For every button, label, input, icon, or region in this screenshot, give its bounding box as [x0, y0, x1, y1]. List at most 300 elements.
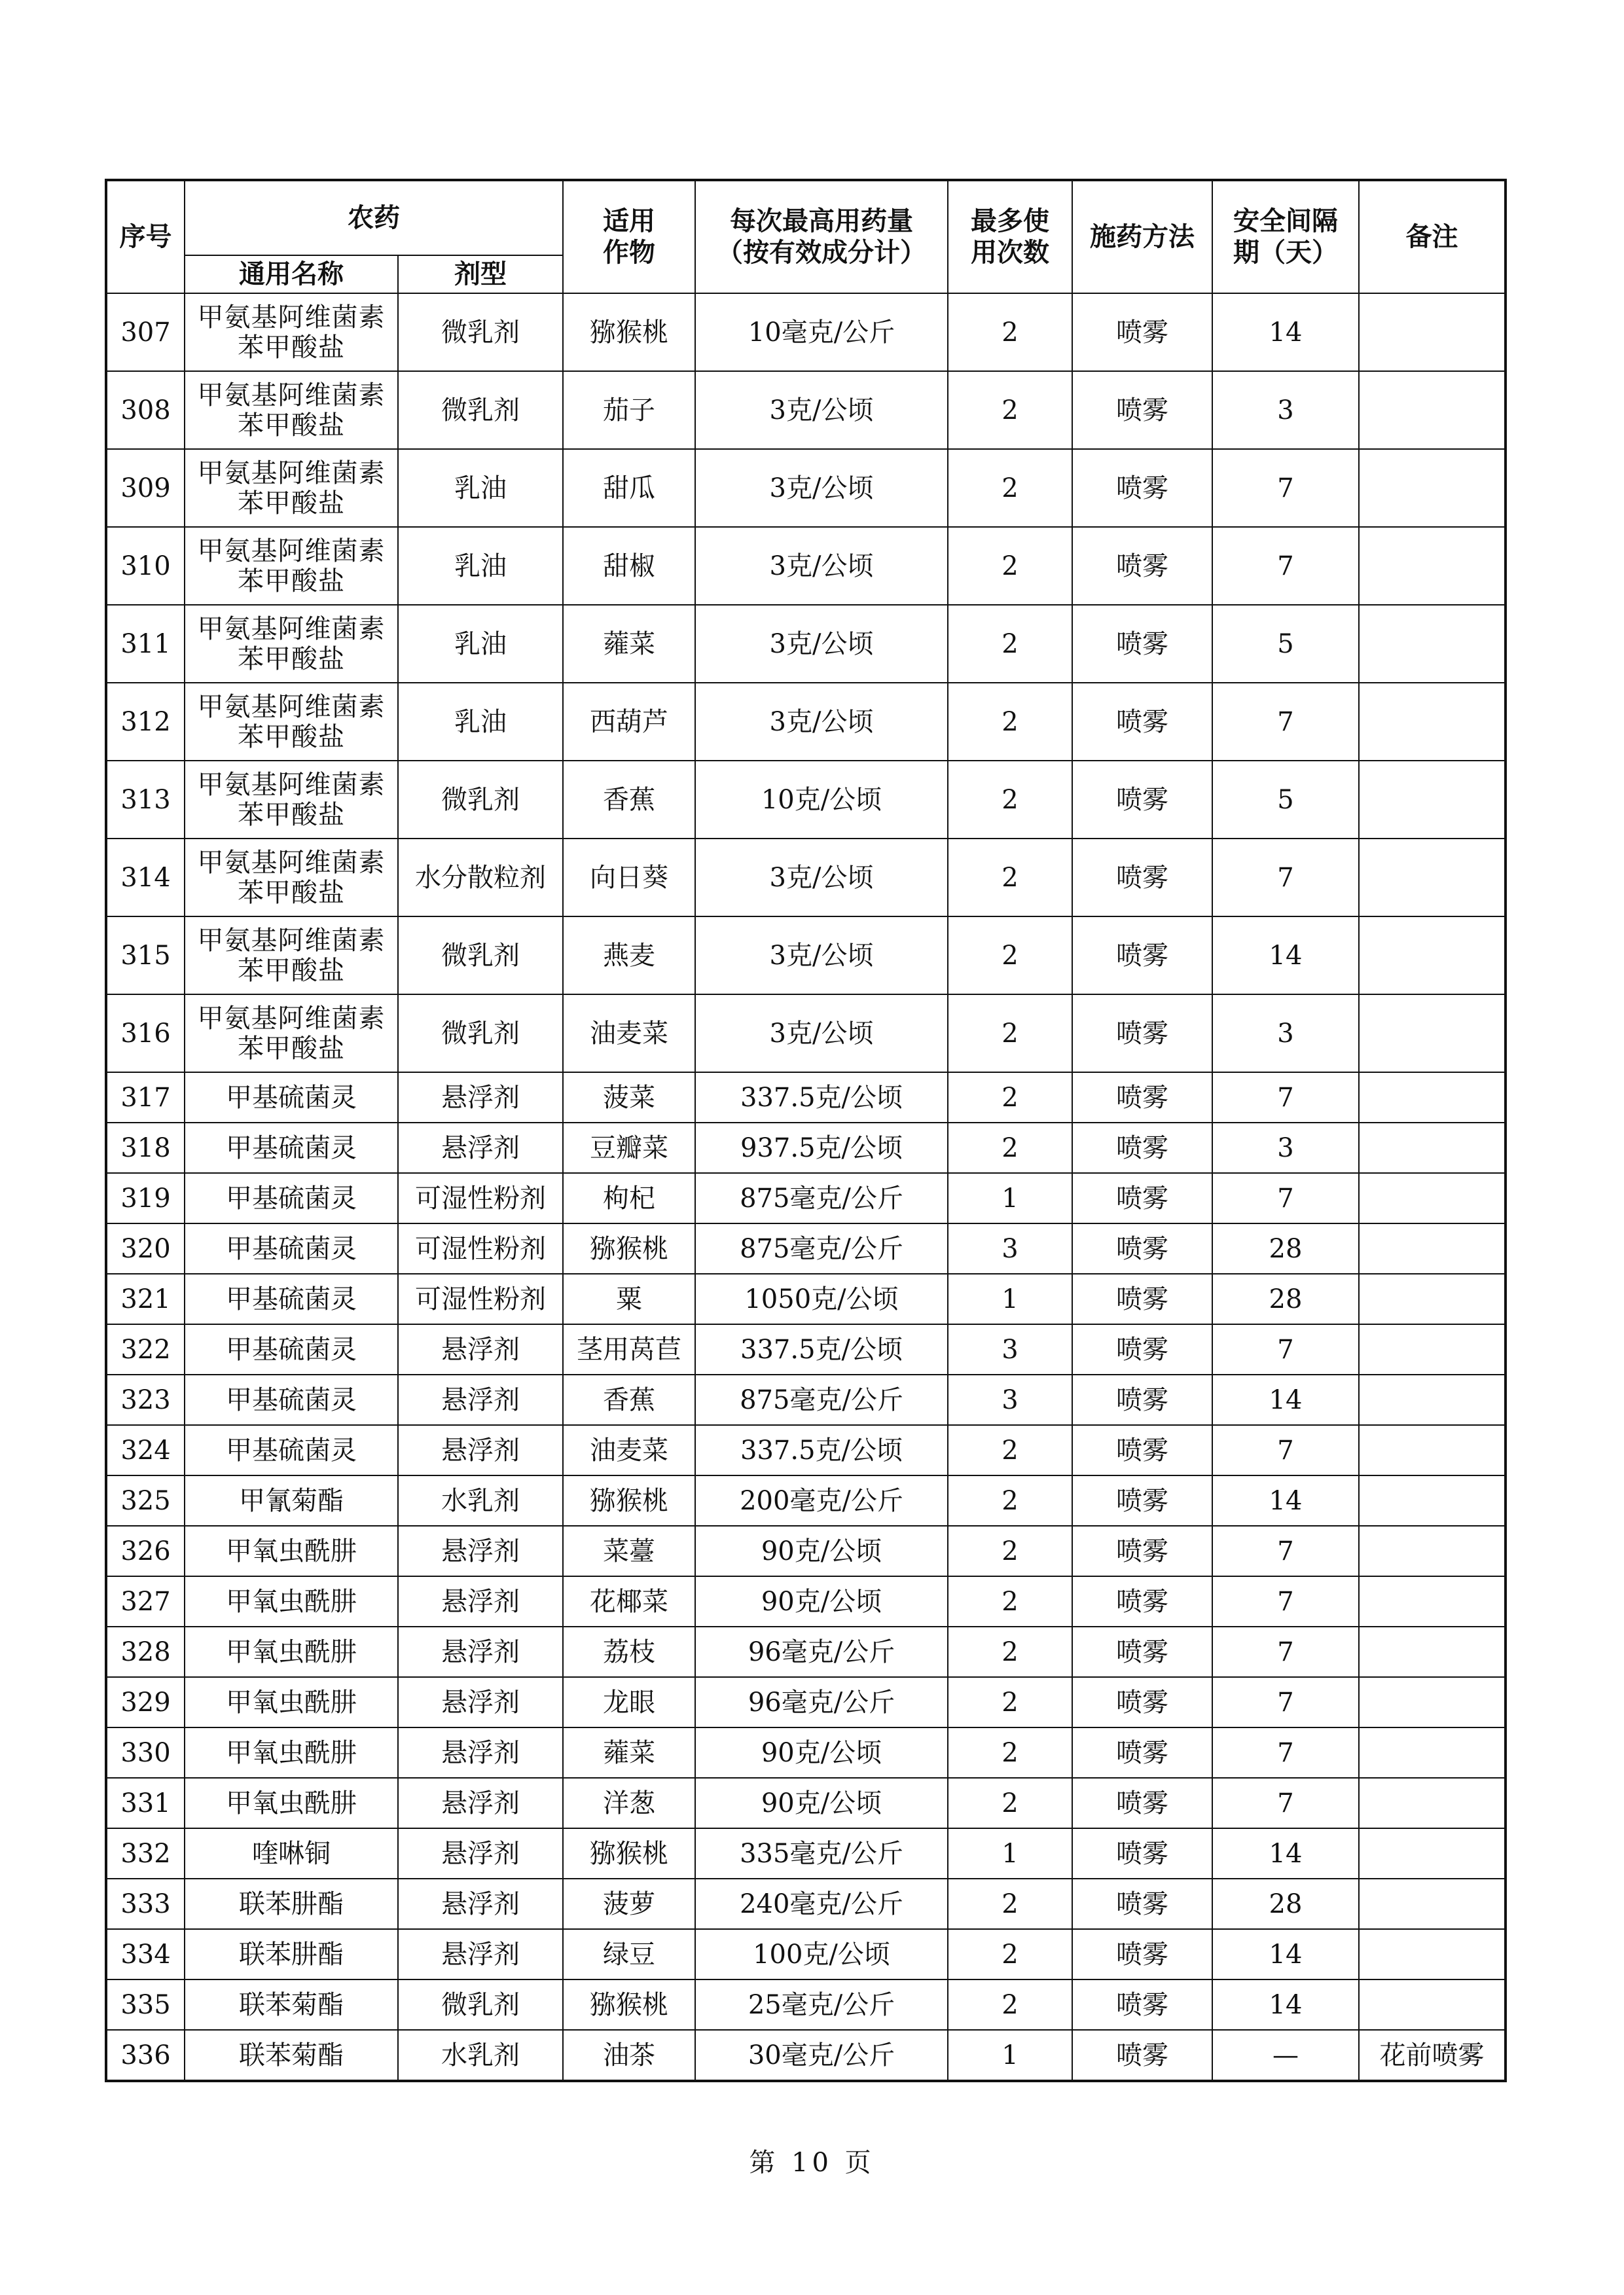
cell-crop: 绿豆	[563, 1929, 695, 1979]
cell-method: 喷雾	[1072, 371, 1212, 449]
cell-seq: 333	[106, 1879, 185, 1929]
cell-dosage: 3克/公顷	[695, 371, 948, 449]
cell-remark: 花前喷雾	[1359, 2030, 1506, 2081]
cell-dosage: 335毫克/公斤	[695, 1828, 948, 1879]
cell-seq: 319	[106, 1173, 185, 1223]
cell-remark	[1359, 1123, 1506, 1173]
cell-formulation: 微乳剂	[398, 371, 563, 449]
table-row	[106, 1475, 1506, 1526]
cell-max-times: 3	[948, 1375, 1072, 1425]
cell-dosage: 240毫克/公斤	[695, 1879, 948, 1929]
cell-method: 喷雾	[1072, 605, 1212, 683]
cell-interval: 7	[1212, 1425, 1359, 1475]
cell-formulation: 微乳剂	[398, 994, 563, 1072]
cell-formulation: 悬浮剂	[398, 1123, 563, 1173]
cell-dosage: 25毫克/公斤	[695, 1979, 948, 2030]
cell-max-times: 2	[948, 371, 1072, 449]
cell-common-name: 甲氨基阿维菌素 苯甲酸盐	[185, 994, 398, 1072]
cell-formulation: 微乳剂	[398, 761, 563, 839]
cell-method: 喷雾	[1072, 1324, 1212, 1375]
table-row	[106, 994, 1506, 1072]
cell-seq: 322	[106, 1324, 185, 1375]
cell-method: 喷雾	[1072, 839, 1212, 916]
cell-method: 喷雾	[1072, 1475, 1212, 1526]
table-row	[106, 1828, 1506, 1879]
cell-interval: 14	[1212, 1828, 1359, 1879]
cell-dosage: 3克/公顷	[695, 916, 948, 994]
header-max-times: 最多使 用次数	[948, 180, 1072, 293]
cell-dosage: 3克/公顷	[695, 527, 948, 605]
cell-formulation: 可湿性粉剂	[398, 1223, 563, 1274]
cell-max-times: 2	[948, 916, 1072, 994]
cell-max-times: 3	[948, 1223, 1072, 1274]
cell-seq: 334	[106, 1929, 185, 1979]
cell-crop: 香蕉	[563, 761, 695, 839]
cell-remark	[1359, 1828, 1506, 1879]
header-dosage: 每次最高用药量 （按有效成分计）	[695, 180, 948, 293]
cell-dosage: 3克/公顷	[695, 449, 948, 527]
cell-dosage: 337.5克/公顷	[695, 1425, 948, 1475]
cell-max-times: 2	[948, 1123, 1072, 1173]
header-interval: 安全间隔 期（天）	[1212, 180, 1359, 293]
cell-seq: 318	[106, 1123, 185, 1173]
cell-crop: 龙眼	[563, 1677, 695, 1727]
header-formulation: 剂型	[398, 255, 563, 293]
cell-crop: 猕猴桃	[563, 1475, 695, 1526]
table-row	[106, 2030, 1506, 2081]
cell-common-name: 甲氰菊酯	[185, 1475, 398, 1526]
cell-seq: 312	[106, 683, 185, 761]
cell-common-name: 联苯肼酯	[185, 1929, 398, 1979]
cell-common-name: 甲基硫菌灵	[185, 1123, 398, 1173]
cell-method: 喷雾	[1072, 1879, 1212, 1929]
cell-common-name: 甲基硫菌灵	[185, 1173, 398, 1223]
cell-method: 喷雾	[1072, 1576, 1212, 1627]
cell-seq: 316	[106, 994, 185, 1072]
cell-remark	[1359, 1627, 1506, 1677]
cell-interval: 5	[1212, 761, 1359, 839]
cell-crop: 油麦菜	[563, 1425, 695, 1475]
cell-formulation: 悬浮剂	[398, 1727, 563, 1778]
cell-method: 喷雾	[1072, 1828, 1212, 1879]
table-row	[106, 1879, 1506, 1929]
cell-interval: 14	[1212, 293, 1359, 371]
cell-common-name: 甲基硫菌灵	[185, 1274, 398, 1324]
cell-interval: 7	[1212, 527, 1359, 605]
cell-formulation: 悬浮剂	[398, 1072, 563, 1123]
cell-interval: 14	[1212, 1475, 1359, 1526]
cell-crop: 猕猴桃	[563, 1979, 695, 2030]
cell-interval: 3	[1212, 371, 1359, 449]
cell-remark	[1359, 293, 1506, 371]
cell-dosage: 90克/公顷	[695, 1576, 948, 1627]
cell-common-name: 甲氧虫酰肼	[185, 1778, 398, 1828]
table-row	[106, 761, 1506, 839]
table-row	[106, 1223, 1506, 1274]
cell-max-times: 2	[948, 683, 1072, 761]
cell-common-name: 甲基硫菌灵	[185, 1223, 398, 1274]
cell-method: 喷雾	[1072, 293, 1212, 371]
cell-formulation: 可湿性粉剂	[398, 1274, 563, 1324]
cell-dosage: 3克/公顷	[695, 605, 948, 683]
cell-interval: 3	[1212, 994, 1359, 1072]
cell-remark	[1359, 371, 1506, 449]
cell-remark	[1359, 1324, 1506, 1375]
cell-max-times: 2	[948, 1979, 1072, 2030]
cell-remark	[1359, 1727, 1506, 1778]
cell-dosage: 10克/公顷	[695, 761, 948, 839]
cell-dosage: 337.5克/公顷	[695, 1324, 948, 1375]
cell-interval: 14	[1212, 1375, 1359, 1425]
cell-remark	[1359, 1425, 1506, 1475]
cell-common-name: 联苯菊酯	[185, 2030, 398, 2081]
table-row	[106, 1425, 1506, 1475]
cell-interval: 7	[1212, 1677, 1359, 1727]
cell-formulation: 悬浮剂	[398, 1375, 563, 1425]
cell-common-name: 甲氨基阿维菌素 苯甲酸盐	[185, 293, 398, 371]
cell-method: 喷雾	[1072, 1727, 1212, 1778]
cell-interval: 5	[1212, 605, 1359, 683]
cell-remark	[1359, 1778, 1506, 1828]
cell-crop: 香蕉	[563, 1375, 695, 1425]
cell-remark	[1359, 1223, 1506, 1274]
cell-crop: 向日葵	[563, 839, 695, 916]
cell-remark	[1359, 683, 1506, 761]
cell-dosage: 875毫克/公斤	[695, 1173, 948, 1223]
cell-interval: 14	[1212, 1929, 1359, 1979]
cell-method: 喷雾	[1072, 1979, 1212, 2030]
cell-crop: 西葫芦	[563, 683, 695, 761]
cell-max-times: 2	[948, 839, 1072, 916]
cell-remark	[1359, 1879, 1506, 1929]
cell-dosage: 100克/公顷	[695, 1929, 948, 1979]
cell-common-name: 甲氨基阿维菌素 苯甲酸盐	[185, 761, 398, 839]
cell-seq: 326	[106, 1526, 185, 1576]
cell-seq: 307	[106, 293, 185, 371]
cell-dosage: 1050克/公顷	[695, 1274, 948, 1324]
cell-interval: 7	[1212, 449, 1359, 527]
cell-max-times: 1	[948, 2030, 1072, 2081]
header-common-name: 通用名称	[185, 255, 398, 293]
cell-crop: 甜椒	[563, 527, 695, 605]
cell-common-name: 甲氧虫酰肼	[185, 1627, 398, 1677]
cell-max-times: 2	[948, 994, 1072, 1072]
cell-max-times: 2	[948, 1677, 1072, 1727]
table-row	[106, 605, 1506, 683]
cell-formulation: 可湿性粉剂	[398, 1173, 563, 1223]
cell-interval: 28	[1212, 1879, 1359, 1929]
cell-formulation: 水乳剂	[398, 2030, 563, 2081]
cell-method: 喷雾	[1072, 761, 1212, 839]
cell-dosage: 90克/公顷	[695, 1727, 948, 1778]
cell-seq: 315	[106, 916, 185, 994]
cell-method: 喷雾	[1072, 1123, 1212, 1173]
cell-method: 喷雾	[1072, 1173, 1212, 1223]
cell-seq: 308	[106, 371, 185, 449]
cell-interval: 7	[1212, 1778, 1359, 1828]
cell-dosage: 875毫克/公斤	[695, 1223, 948, 1274]
cell-crop: 猕猴桃	[563, 293, 695, 371]
cell-dosage: 90克/公顷	[695, 1526, 948, 1576]
cell-crop: 猕猴桃	[563, 1828, 695, 1879]
cell-common-name: 甲氧虫酰肼	[185, 1576, 398, 1627]
cell-interval: 14	[1212, 916, 1359, 994]
table-row	[106, 916, 1506, 994]
cell-max-times: 2	[948, 1576, 1072, 1627]
cell-remark	[1359, 1677, 1506, 1727]
cell-common-name: 甲氨基阿维菌素 苯甲酸盐	[185, 371, 398, 449]
cell-formulation: 悬浮剂	[398, 1425, 563, 1475]
cell-remark	[1359, 1576, 1506, 1627]
cell-crop: 花椰菜	[563, 1576, 695, 1627]
cell-interval: —	[1212, 2030, 1359, 2081]
cell-dosage: 30毫克/公斤	[695, 2030, 948, 2081]
cell-crop: 菜薹	[563, 1526, 695, 1576]
cell-dosage: 10毫克/公斤	[695, 293, 948, 371]
cell-max-times: 3	[948, 1324, 1072, 1375]
cell-seq: 311	[106, 605, 185, 683]
cell-common-name: 甲氧虫酰肼	[185, 1727, 398, 1778]
cell-seq: 314	[106, 839, 185, 916]
cell-seq: 310	[106, 527, 185, 605]
table-row	[106, 1324, 1506, 1375]
cell-seq: 336	[106, 2030, 185, 2081]
cell-max-times: 2	[948, 1475, 1072, 1526]
pesticide-table	[105, 179, 1507, 2082]
cell-seq: 313	[106, 761, 185, 839]
cell-interval: 7	[1212, 1576, 1359, 1627]
cell-formulation: 悬浮剂	[398, 1778, 563, 1828]
cell-remark	[1359, 527, 1506, 605]
table-row	[106, 1778, 1506, 1828]
cell-method: 喷雾	[1072, 683, 1212, 761]
cell-max-times: 2	[948, 1072, 1072, 1123]
cell-seq: 335	[106, 1979, 185, 2030]
header-crop: 适用 作物	[563, 180, 695, 293]
cell-seq: 328	[106, 1627, 185, 1677]
cell-method: 喷雾	[1072, 1677, 1212, 1727]
cell-seq: 323	[106, 1375, 185, 1425]
cell-dosage: 3克/公顷	[695, 683, 948, 761]
cell-max-times: 2	[948, 449, 1072, 527]
cell-seq: 327	[106, 1576, 185, 1627]
table-row	[106, 371, 1506, 449]
cell-formulation: 悬浮剂	[398, 1526, 563, 1576]
cell-common-name: 甲氨基阿维菌素 苯甲酸盐	[185, 683, 398, 761]
cell-crop: 猕猴桃	[563, 1223, 695, 1274]
page-number: 第 10 页	[749, 2148, 875, 2178]
cell-crop: 茎用莴苣	[563, 1324, 695, 1375]
cell-method: 喷雾	[1072, 1627, 1212, 1677]
cell-dosage: 96毫克/公斤	[695, 1677, 948, 1727]
table-row	[106, 1627, 1506, 1677]
cell-formulation: 微乳剂	[398, 1979, 563, 2030]
cell-interval: 7	[1212, 1173, 1359, 1223]
cell-formulation: 微乳剂	[398, 916, 563, 994]
cell-seq: 329	[106, 1677, 185, 1727]
cell-crop: 油麦菜	[563, 994, 695, 1072]
cell-common-name: 甲氨基阿维菌素 苯甲酸盐	[185, 839, 398, 916]
cell-remark	[1359, 994, 1506, 1072]
cell-max-times: 2	[948, 1526, 1072, 1576]
cell-interval: 7	[1212, 839, 1359, 916]
table-row	[106, 683, 1506, 761]
cell-remark	[1359, 1475, 1506, 1526]
cell-seq: 321	[106, 1274, 185, 1324]
cell-method: 喷雾	[1072, 1425, 1212, 1475]
cell-crop: 蕹菜	[563, 1727, 695, 1778]
cell-common-name: 甲氨基阿维菌素 苯甲酸盐	[185, 605, 398, 683]
cell-method: 喷雾	[1072, 1778, 1212, 1828]
cell-formulation: 乳油	[398, 527, 563, 605]
cell-interval: 28	[1212, 1223, 1359, 1274]
cell-formulation: 悬浮剂	[398, 1576, 563, 1627]
cell-crop: 豆瓣菜	[563, 1123, 695, 1173]
cell-method: 喷雾	[1072, 916, 1212, 994]
cell-interval: 7	[1212, 683, 1359, 761]
cell-formulation: 乳油	[398, 605, 563, 683]
table-row	[106, 839, 1506, 916]
cell-common-name: 喹啉铜	[185, 1828, 398, 1879]
table-row	[106, 1979, 1506, 2030]
cell-common-name: 甲基硫菌灵	[185, 1375, 398, 1425]
cell-crop: 茄子	[563, 371, 695, 449]
cell-interval: 7	[1212, 1526, 1359, 1576]
table-row	[106, 1929, 1506, 1979]
table-row	[106, 1274, 1506, 1324]
cell-max-times: 1	[948, 1274, 1072, 1324]
cell-method: 喷雾	[1072, 1375, 1212, 1425]
cell-max-times: 2	[948, 1425, 1072, 1475]
cell-max-times: 1	[948, 1173, 1072, 1223]
cell-remark	[1359, 1929, 1506, 1979]
cell-max-times: 2	[948, 1627, 1072, 1677]
cell-interval: 7	[1212, 1324, 1359, 1375]
cell-common-name: 甲基硫菌灵	[185, 1072, 398, 1123]
cell-formulation: 悬浮剂	[398, 1879, 563, 1929]
cell-common-name: 甲氨基阿维菌素 苯甲酸盐	[185, 449, 398, 527]
header-pesticide: 农药	[185, 180, 563, 255]
cell-method: 喷雾	[1072, 1526, 1212, 1576]
table-row	[106, 1727, 1506, 1778]
cell-dosage: 3克/公顷	[695, 994, 948, 1072]
cell-formulation: 悬浮剂	[398, 1929, 563, 1979]
cell-crop: 荔枝	[563, 1627, 695, 1677]
cell-interval: 3	[1212, 1123, 1359, 1173]
cell-remark	[1359, 839, 1506, 916]
cell-remark	[1359, 1526, 1506, 1576]
cell-crop: 甜瓜	[563, 449, 695, 527]
cell-interval: 7	[1212, 1627, 1359, 1677]
table-row	[106, 1677, 1506, 1727]
cell-formulation: 悬浮剂	[398, 1627, 563, 1677]
cell-common-name: 甲氨基阿维菌素 苯甲酸盐	[185, 916, 398, 994]
cell-remark	[1359, 605, 1506, 683]
cell-interval: 14	[1212, 1979, 1359, 2030]
cell-max-times: 2	[948, 1778, 1072, 1828]
cell-formulation: 悬浮剂	[398, 1677, 563, 1727]
cell-formulation: 悬浮剂	[398, 1324, 563, 1375]
cell-max-times: 2	[948, 1879, 1072, 1929]
cell-method: 喷雾	[1072, 1274, 1212, 1324]
table-body	[106, 293, 1506, 2081]
cell-crop: 蕹菜	[563, 605, 695, 683]
cell-remark	[1359, 449, 1506, 527]
cell-seq: 317	[106, 1072, 185, 1123]
cell-seq: 324	[106, 1425, 185, 1475]
cell-common-name: 甲氧虫酰肼	[185, 1526, 398, 1576]
cell-common-name: 联苯菊酯	[185, 1979, 398, 2030]
cell-max-times: 1	[948, 1828, 1072, 1879]
cell-formulation: 乳油	[398, 449, 563, 527]
cell-common-name: 甲氨基阿维菌素 苯甲酸盐	[185, 527, 398, 605]
cell-interval: 28	[1212, 1274, 1359, 1324]
cell-seq: 332	[106, 1828, 185, 1879]
table-row	[106, 293, 1506, 371]
cell-formulation: 水分散粒剂	[398, 839, 563, 916]
table-row	[106, 1375, 1506, 1425]
cell-crop: 粟	[563, 1274, 695, 1324]
cell-method: 喷雾	[1072, 1223, 1212, 1274]
cell-method: 喷雾	[1072, 1929, 1212, 1979]
table-row	[106, 1123, 1506, 1173]
table-row	[106, 1173, 1506, 1223]
table-row	[106, 449, 1506, 527]
header-seq: 序号	[106, 180, 185, 293]
cell-formulation: 水乳剂	[398, 1475, 563, 1526]
cell-method: 喷雾	[1072, 449, 1212, 527]
cell-remark	[1359, 1274, 1506, 1324]
cell-common-name: 甲氧虫酰肼	[185, 1677, 398, 1727]
cell-formulation: 悬浮剂	[398, 1828, 563, 1879]
header-method: 施药方法	[1072, 180, 1212, 293]
table-row	[106, 1576, 1506, 1627]
table-row	[106, 1526, 1506, 1576]
cell-seq: 325	[106, 1475, 185, 1526]
cell-common-name: 甲基硫菌灵	[185, 1425, 398, 1475]
cell-max-times: 2	[948, 1727, 1072, 1778]
cell-formulation: 乳油	[398, 683, 563, 761]
cell-method: 喷雾	[1072, 1072, 1212, 1123]
cell-remark	[1359, 761, 1506, 839]
cell-method: 喷雾	[1072, 2030, 1212, 2081]
cell-dosage: 3克/公顷	[695, 839, 948, 916]
cell-crop: 菠萝	[563, 1879, 695, 1929]
cell-seq: 309	[106, 449, 185, 527]
cell-max-times: 2	[948, 527, 1072, 605]
cell-interval: 7	[1212, 1727, 1359, 1778]
cell-seq: 330	[106, 1727, 185, 1778]
cell-dosage: 200毫克/公斤	[695, 1475, 948, 1526]
cell-remark	[1359, 1072, 1506, 1123]
cell-crop: 燕麦	[563, 916, 695, 994]
table-row	[106, 1072, 1506, 1123]
cell-crop: 洋葱	[563, 1778, 695, 1828]
cell-dosage: 937.5克/公顷	[695, 1123, 948, 1173]
cell-remark	[1359, 1173, 1506, 1223]
cell-remark	[1359, 1979, 1506, 2030]
cell-common-name: 联苯肼酯	[185, 1879, 398, 1929]
cell-dosage: 337.5克/公顷	[695, 1072, 948, 1123]
cell-common-name: 甲基硫菌灵	[185, 1324, 398, 1375]
table-row	[106, 527, 1506, 605]
header-remark: 备注	[1359, 180, 1506, 293]
cell-crop: 油茶	[563, 2030, 695, 2081]
cell-max-times: 2	[948, 1929, 1072, 1979]
cell-remark	[1359, 1375, 1506, 1425]
cell-method: 喷雾	[1072, 527, 1212, 605]
cell-interval: 7	[1212, 1072, 1359, 1123]
